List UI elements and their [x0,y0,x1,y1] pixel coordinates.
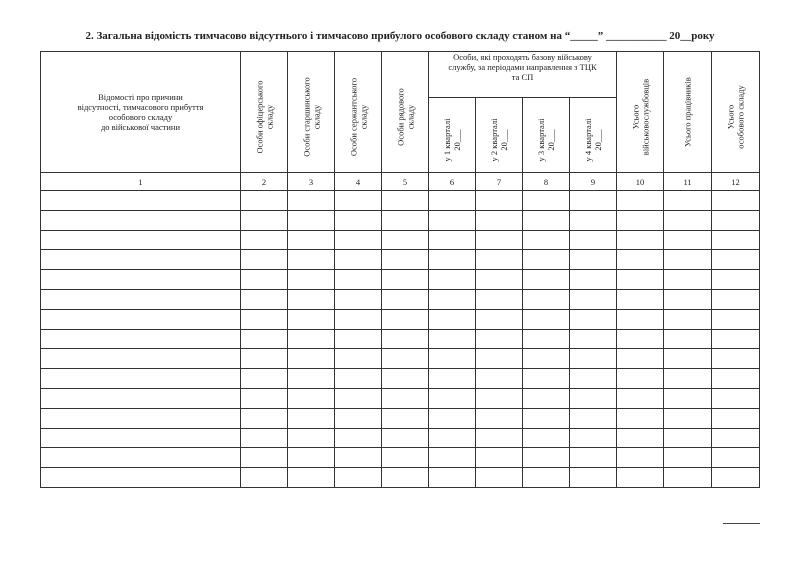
table-cell[interactable] [712,349,760,369]
table-cell[interactable] [523,309,570,329]
header-sergeants: Особи сержантського складу [335,52,382,173]
table-cell[interactable] [476,309,523,329]
table-cell[interactable] [41,448,241,468]
table-cell[interactable] [664,388,712,408]
table-cell[interactable] [288,270,335,290]
header-sergeant-major: Особи старшинського складу [288,52,335,173]
table-cell[interactable] [382,349,429,369]
table-cell[interactable] [288,468,335,488]
table-cell[interactable] [476,210,523,230]
table-cell[interactable] [523,388,570,408]
table-cell[interactable] [429,289,476,309]
table-cell[interactable] [335,191,382,211]
table-row [41,210,760,230]
table-cell[interactable] [41,250,241,270]
table-cell[interactable] [664,329,712,349]
table-cell[interactable] [429,250,476,270]
table-cell[interactable] [335,309,382,329]
table-cell[interactable] [476,270,523,290]
table-cell[interactable] [335,388,382,408]
table-cell[interactable] [570,250,617,270]
table-cell[interactable] [712,289,760,309]
table-cell[interactable] [382,230,429,250]
table-cell[interactable] [41,210,241,230]
table-row [41,309,760,329]
table-cell[interactable] [382,369,429,389]
table-cell[interactable] [288,289,335,309]
table-cell[interactable] [241,349,288,369]
table-cell[interactable] [570,388,617,408]
table-cell[interactable] [241,230,288,250]
table-cell[interactable] [712,191,760,211]
table-cell[interactable] [335,408,382,428]
table-cell[interactable] [664,309,712,329]
table-cell[interactable] [476,468,523,488]
table-cell[interactable] [523,468,570,488]
table-cell[interactable] [476,408,523,428]
table-cell[interactable] [41,388,241,408]
table-cell[interactable] [523,329,570,349]
table-cell[interactable] [382,408,429,428]
table-cell[interactable] [570,349,617,369]
table-cell[interactable] [570,289,617,309]
personnel-table [40,51,760,488]
column-number: 9 [570,173,617,191]
column-number: 5 [382,173,429,191]
table-cell[interactable] [712,468,760,488]
table-cell[interactable] [382,388,429,408]
table-cell[interactable] [335,468,382,488]
table-cell[interactable] [617,289,664,309]
table-cell[interactable] [429,270,476,290]
table-cell[interactable] [617,448,664,468]
table-cell[interactable] [617,309,664,329]
table-cell[interactable] [241,329,288,349]
table-cell[interactable] [41,349,241,369]
table-cell[interactable] [523,250,570,270]
table-cell[interactable] [335,349,382,369]
column-number-row [41,173,760,191]
table-cell[interactable] [241,388,288,408]
table-cell[interactable] [288,369,335,389]
table-cell[interactable] [382,448,429,468]
table-row [41,250,760,270]
table-cell[interactable] [241,428,288,448]
table-cell[interactable] [335,369,382,389]
table-cell[interactable] [429,210,476,230]
column-number: 4 [335,173,382,191]
table-row [41,270,760,290]
table-row [41,191,760,211]
table-cell[interactable] [382,289,429,309]
table-cell[interactable] [712,270,760,290]
table-cell[interactable] [712,408,760,428]
column-number: 6 [429,173,476,191]
table-cell[interactable] [241,468,288,488]
column-number: 7 [476,173,523,191]
table-cell[interactable] [382,210,429,230]
table-cell[interactable] [476,250,523,270]
table-cell[interactable] [476,428,523,448]
table-cell[interactable] [429,428,476,448]
table-cell[interactable] [664,349,712,369]
table-cell[interactable] [429,191,476,211]
table-cell[interactable] [382,191,429,211]
table-cell[interactable] [476,289,523,309]
table-cell[interactable] [288,191,335,211]
table-cell[interactable] [41,428,241,448]
table-row [41,388,760,408]
table-cell[interactable] [570,369,617,389]
header-q1: у 1 кварталі 20___ [429,98,476,173]
table-cell[interactable] [617,191,664,211]
table-cell[interactable] [241,289,288,309]
table-cell[interactable] [712,210,760,230]
table-cell[interactable] [429,388,476,408]
table-cell[interactable] [617,428,664,448]
table-cell[interactable] [617,369,664,389]
table-cell[interactable] [617,388,664,408]
table-cell[interactable] [523,428,570,448]
table-cell[interactable] [41,191,241,211]
table-cell[interactable] [288,428,335,448]
table-body [41,191,760,488]
table-cell[interactable] [382,428,429,448]
table-cell[interactable] [288,210,335,230]
table-cell[interactable] [241,309,288,329]
table-cell[interactable] [617,329,664,349]
table-row [41,230,760,250]
table-cell[interactable] [664,210,712,230]
table-cell[interactable] [664,448,712,468]
table-cell[interactable] [288,448,335,468]
table-row [41,369,760,389]
table-cell[interactable] [712,329,760,349]
table-cell[interactable] [712,388,760,408]
table-cell[interactable] [712,230,760,250]
table-cell[interactable] [41,329,241,349]
table-cell[interactable] [712,309,760,329]
table-cell[interactable] [664,270,712,290]
table-row [41,408,760,428]
table-cell[interactable] [664,369,712,389]
table-cell[interactable] [335,428,382,448]
header-total-personnel: Усього особового складу [712,52,760,173]
table-cell[interactable] [523,270,570,290]
table-cell[interactable] [570,448,617,468]
table-cell[interactable] [523,349,570,369]
table-cell[interactable] [617,468,664,488]
table-cell[interactable] [429,369,476,389]
table-cell[interactable] [476,191,523,211]
table-cell[interactable] [288,408,335,428]
table-cell[interactable] [335,230,382,250]
table-cell[interactable] [241,448,288,468]
table-cell[interactable] [664,250,712,270]
table-cell[interactable] [523,210,570,230]
header-q2: у 2 кварталі 20___ [476,98,523,173]
table-cell[interactable] [523,289,570,309]
table-cell[interactable] [335,329,382,349]
header-privates: Особи рядового складу [382,52,429,173]
table-cell[interactable] [335,448,382,468]
table-cell[interactable] [570,468,617,488]
table-cell[interactable] [382,309,429,329]
table-cell[interactable] [664,230,712,250]
table-row [41,349,760,369]
table-cell[interactable] [617,230,664,250]
table-cell[interactable] [41,289,241,309]
table-cell[interactable] [241,369,288,389]
table-cell[interactable] [241,270,288,290]
column-number: 1 [41,173,241,191]
table-row [41,448,760,468]
table-cell[interactable] [429,329,476,349]
table-cell[interactable] [288,329,335,349]
table-cell[interactable] [382,270,429,290]
table-cell[interactable] [523,191,570,211]
table-cell[interactable] [335,270,382,290]
table-cell[interactable] [41,468,241,488]
table-cell[interactable] [617,250,664,270]
header-basic-service: Особи, які проходять базову військову службу, за періодами направлення з ТЦК та СП [429,52,617,98]
table-cell[interactable] [335,210,382,230]
table-cell[interactable] [288,230,335,250]
table-cell[interactable] [617,210,664,230]
table-cell[interactable] [476,329,523,349]
table-cell[interactable] [476,448,523,468]
table-cell[interactable] [241,210,288,230]
column-number: 11 [664,173,712,191]
table-cell[interactable] [41,369,241,389]
table-cell[interactable] [712,369,760,389]
table-row [41,329,760,349]
table-cell[interactable] [429,309,476,329]
table-cell[interactable] [288,250,335,270]
table-cell[interactable] [241,408,288,428]
table-cell[interactable] [429,349,476,369]
table-cell[interactable] [664,428,712,448]
table-cell[interactable] [241,250,288,270]
table-cell[interactable] [429,448,476,468]
table-cell[interactable] [523,230,570,250]
table-cell[interactable] [429,468,476,488]
table-cell[interactable] [382,329,429,349]
column-number: 3 [288,173,335,191]
table-cell[interactable] [570,428,617,448]
page-mark-line [723,523,760,524]
table-cell[interactable] [288,309,335,329]
table-cell[interactable] [41,408,241,428]
form-title: 2. Загальна відомість тимчасово відсутнього і тимчасово прибулого особового складу станом на “_____” ___________ 20__року [85,30,715,42]
header-officers: Особи офіцерського складу [241,52,288,173]
column-number: 2 [241,173,288,191]
table-cell[interactable] [476,349,523,369]
table-cell[interactable] [570,191,617,211]
table-cell[interactable] [570,210,617,230]
table-cell[interactable] [712,428,760,448]
table-cell[interactable] [664,289,712,309]
table-cell[interactable] [570,329,617,349]
table-cell[interactable] [382,250,429,270]
table-cell[interactable] [41,270,241,290]
table-cell[interactable] [617,408,664,428]
table-cell[interactable] [288,349,335,369]
table-row [41,428,760,448]
table-cell[interactable] [617,349,664,369]
table-cell[interactable] [335,250,382,270]
table-cell[interactable] [712,448,760,468]
table-cell[interactable] [476,230,523,250]
table-cell[interactable] [41,309,241,329]
table-cell[interactable] [617,270,664,290]
table-cell[interactable] [664,468,712,488]
column-number: 8 [523,173,570,191]
table-cell[interactable] [382,468,429,488]
table-cell[interactable] [429,408,476,428]
header-total-employees: Усього працівників [664,52,712,173]
table-cell[interactable] [476,369,523,389]
table-cell[interactable] [570,309,617,329]
table-cell[interactable] [570,270,617,290]
table-cell[interactable] [335,289,382,309]
header-q4: у 4 кварталі 20___ [570,98,617,173]
column-number: 10 [617,173,664,191]
table-cell[interactable] [570,230,617,250]
table-cell[interactable] [712,250,760,270]
table-cell[interactable] [523,448,570,468]
table-cell[interactable] [288,388,335,408]
column-number: 12 [712,173,760,191]
table-cell[interactable] [41,230,241,250]
table-cell[interactable] [523,369,570,389]
table-row [41,289,760,309]
table-cell[interactable] [570,408,617,428]
table-cell[interactable] [476,388,523,408]
table-cell[interactable] [664,408,712,428]
table-cell[interactable] [523,408,570,428]
table-cell[interactable] [664,191,712,211]
header-total-servicemen: Усього військовослужбовців [617,52,664,173]
table-cell[interactable] [429,230,476,250]
header-reasons: Відомості про причини відсутності, тимчасового прибуття особового складу до військової частини [41,52,241,173]
header-q3: у 3 кварталі 20___ [523,98,570,173]
table-cell[interactable] [241,191,288,211]
table-row [41,468,760,488]
